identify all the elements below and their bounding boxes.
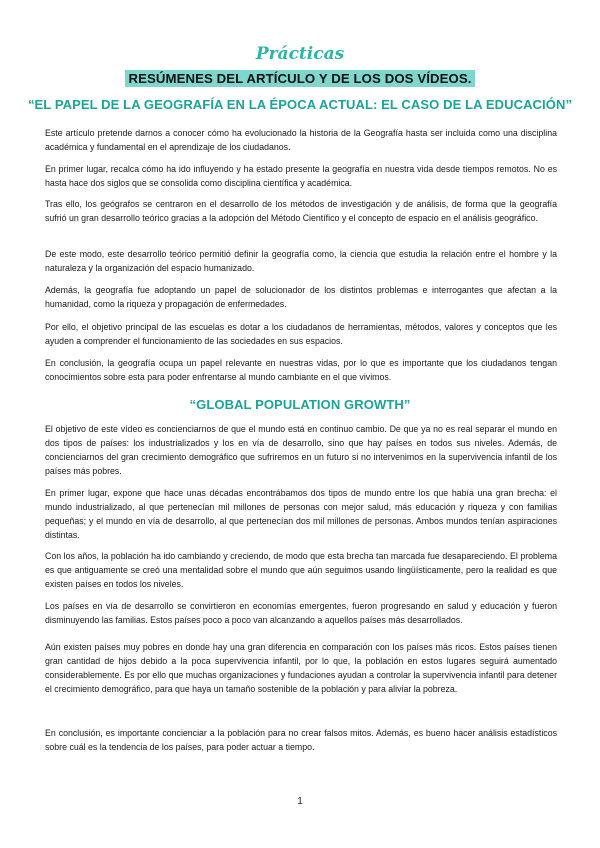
main-title-text: RESÚMENES DEL ARTÍCULO Y DE LOS DOS VÍDEOS.	[125, 70, 474, 87]
paragraph: Los países en vía de desarrollo se convirtieron en economías emergentes, fueron progresando en salud y educación y fueron disminuyendo las familias. Estos países poco a poco van alcanzando a aquellos países más desarrollados.	[45, 601, 557, 625]
paragraph: Este artículo pretende darnos a conocer cómo ha evolucionado la historia de la Geografía hasta ser incluida como una disciplina académica y fundamental en el aprendizaje de los ciudadanos.	[45, 128, 557, 152]
paragraph: En conclusión, la geografía ocupa un papel relevante en nuestras vidas, por lo que es importante que los ciudadanos tengan conocimientos sobre esta para poder enfrentarse al mundo cambiante en el que vivimos.	[45, 358, 557, 382]
paragraph: El objetivo de este vídeo es concienciarnos de que el mundo está en continuo cambio. De que ya no es real separar el mundo en dos tipos de países: los industrializados y los en vía de desarrollo, sino que hay países en todos sus niveles. Además, de concienciarnos del gran crecimiento demográfico que sufriremos en un futuro si no intervenimos en la supervivencia infantil de los países más pobres.	[45, 424, 557, 476]
section-title-video: “GLOBAL POPULATION GROWTH”	[189, 397, 411, 412]
script-title: Prácticas	[255, 44, 345, 64]
paragraph: Aún existen países muy pobres en donde hay una gran diferencia en comparación con los países más ricos. Estos países tienen gran cantidad de hijos debido a la poca supervivencia infantil, por lo que, la población en estos lugares seguirá aumentado considerablemente. Es por ello que muchas organizaciones y fundaciones ayudan a controlar la supervivencia infantil para detener el crecimiento demográfico, para que haya un tamaño sostenible de la población y para aliviar la pobreza.	[45, 642, 557, 694]
paragraph: En primer lugar, expone que hace unas décadas encontrábamos dos tipos de mundo entre los que había una gran brecha: el mundo industrializado, al que pertenecían mil millones de personas con mejor salud, más educación y riqueza y con familias pequeñas; y el mundo en vía de desarrollo, al que pertenecían dos mil millones de personas. Ambos mundos tenían aspiraciones distintas.	[45, 488, 557, 540]
paragraph: Con los años, la población ha ido cambiando y creciendo, de modo que esta brecha tan marcada fue desapareciendo. El problema es que antiguamente se creó una mentalidad sobre el mundo que aún seguimos usando lingüísticamente, pero la realidad es que existen países en todos los niveles.	[45, 551, 557, 589]
paragraph: Tras ello, los geógrafos se centraron en el desarrollo de los métodos de investigación y de análisis, de forma que la geografía sufrió un gran desarrollo teórico gracias a la adopción del Método Científico y el concepto de espacio en el análisis geográfico.	[45, 199, 557, 223]
section-title-article: “EL PAPEL DE LA GEOGRAFÍA EN LA ÉPOCA ACTUAL: EL CASO DE LA EDUCACIÓN”	[27, 97, 573, 112]
page-number: 1	[297, 796, 303, 807]
paragraph: En primer lugar, recalca cómo ha ido influyendo y ha estado presente la geografía en nuestra vida desde tiempos remotos. No es hasta hace dos siglos que se consolida como disciplina científica y académica.	[45, 164, 557, 188]
paragraph: En conclusión, es importante concienciar a la población para no crear falsos mitos. Además, es bueno hacer análisis estadísticos sobre cuál es la tendencia de los países, para poder actuar a tiempo.	[45, 728, 557, 752]
main-title	[0, 70, 600, 88]
paragraph: De este modo, este desarrollo teórico permitió definir la geografía como, la ciencia que estudia la relación entre el hombre y la naturaleza y la organización del espacio humanizado.	[45, 249, 557, 273]
paragraph: Además, la geografía fue adoptando un papel de solucionador de los distintos problemas e interrogantes que afectan a la humanidad, como la riqueza y propagación de enfermedades.	[45, 285, 557, 309]
paragraph: Por ello, el objetivo principal de las escuelas es dotar a los ciudadanos de herramientas, métodos, valores y conceptos que les ayuden a comprender el funcionamiento de las sociedades en sus espacios.	[45, 322, 557, 346]
